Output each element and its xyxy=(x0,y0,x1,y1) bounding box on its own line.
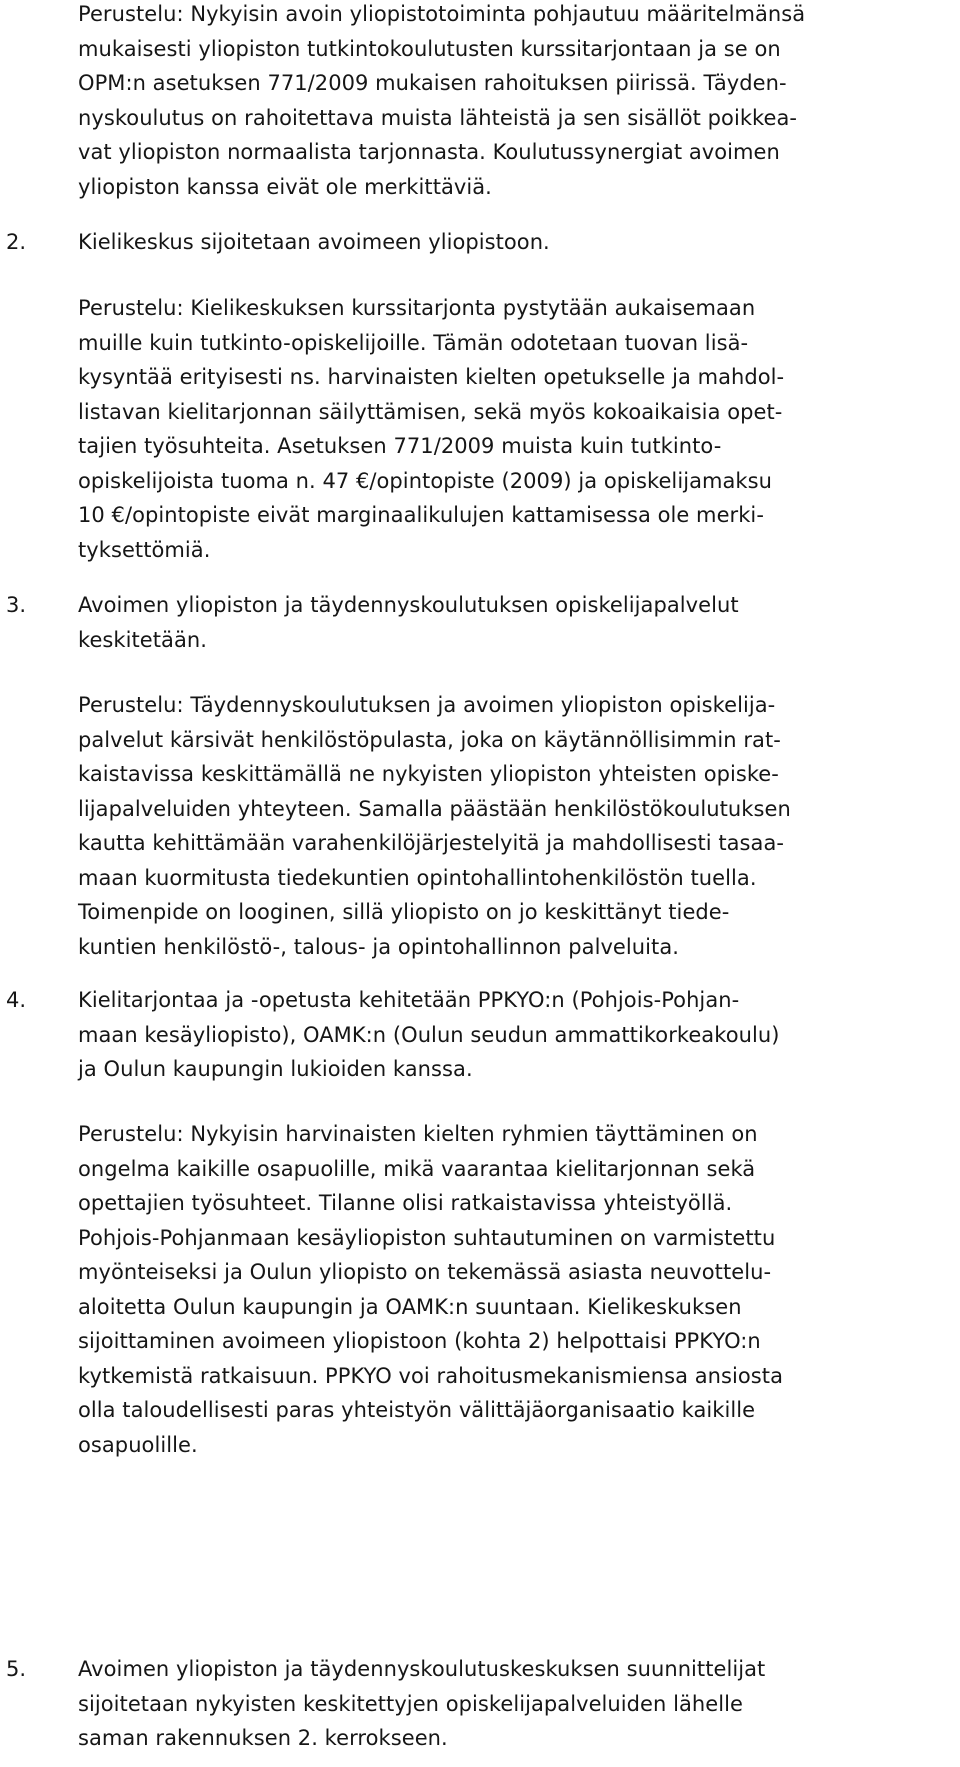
text-line: opettajien työsuhteet. Tilanne olisi ratkaistavissa yhteistyöllä. xyxy=(78,1191,733,1215)
text-line: saman rakennuksen 2. kerrokseen. xyxy=(78,1726,448,1750)
text-line: sijoitetaan nykyisten keskitettyjen opiskelijapalveluiden lähelle xyxy=(78,1691,743,1716)
text-line: Avoimen yliopiston ja täydennyskoulutuskeskuksen suunnittelijat xyxy=(78,1657,766,1681)
numbered-item-4 xyxy=(78,983,779,1087)
text-line: lijapalveluiden yhteyteen. Samalla päästään henkilöstökoulutuksen xyxy=(78,796,791,821)
text-line: OPM:n asetuksen 771/2009 mukaisen rahoituksen piirissä. Täyden- xyxy=(78,71,787,95)
rationale-paragraph-1 xyxy=(78,0,805,204)
text-line: Toimenpide on looginen, sillä yliopisto on jo keskittänyt tiede- xyxy=(78,900,730,924)
text-line: Perustelu: Nykyisin harvinaisten kielten ryhmien täyttäminen on xyxy=(78,1122,758,1146)
text-line: maan kesäyliopisto), OAMK:n (Oulun seudun ammattikorkeakoulu) xyxy=(78,1022,780,1047)
text-line: Perustelu: Kielikeskuksen kurssitarjonta pystytään aukaisemaan xyxy=(78,296,756,320)
text-line: ongelma kaikille osapuolille, mikä vaarantaa kielitarjonnan sekä xyxy=(78,1156,756,1181)
numbered-item-5 xyxy=(78,1652,765,1756)
text-line: osapuolille. xyxy=(78,1432,198,1457)
text-line: myönteiseksi ja Oulun yliopisto on tekemässä asiasta neuvottelu- xyxy=(78,1260,772,1284)
text-line: tajien työsuhteita. Asetuksen 771/2009 muista kuin tutkinto- xyxy=(78,434,722,458)
text-line: mukaisesti yliopiston tutkintokoulutusten kurssitarjontaan ja se on xyxy=(78,36,781,61)
text-line: maan kuormitusta tiedekuntien opintohallintohenkilöstön tuella. xyxy=(78,865,757,890)
text-line: sijoittaminen avoimeen yliopistoon (kohta 2) helpottaisi PPKYO:n xyxy=(78,1329,761,1353)
text-line: tyksettömiä. xyxy=(78,537,211,562)
numbered-item-3 xyxy=(78,588,739,657)
rationale-paragraph-3 xyxy=(78,688,791,964)
text-line: keskitetään. xyxy=(78,627,207,652)
rationale-paragraph-4 xyxy=(78,1117,783,1462)
text-line: kuntien henkilöstö-, talous- ja opintohallinnon palveluita. xyxy=(78,934,679,959)
text-line: kysyntää erityisesti ns. harvinaisten kielten opetukselle ja mahdol- xyxy=(78,365,785,389)
text-line: muille kuin tutkinto-opiskelijoille. Tämän odotetaan tuovan lisä- xyxy=(78,330,749,355)
text-line: kautta kehittämään varahenkilöjärjestelyitä ja mahdollisesti tasaa- xyxy=(78,831,784,855)
text-line: Avoimen yliopiston ja täydennyskoulutuksen opiskelijapalvelut xyxy=(78,593,739,617)
text-line: ja Oulun kaupungin lukioiden kanssa. xyxy=(78,1057,473,1081)
item-number-2: 2. xyxy=(6,230,27,254)
text-line: Pohjois-Pohjanmaan kesäyliopiston suhtautuminen on varmistettu xyxy=(78,1225,776,1250)
text-line: opiskelijoista tuoma n. 47 €/opintopiste (2009) ja opiskelijamaksu xyxy=(78,468,772,493)
text-line: 10 €/opintopiste eivät marginaalikulujen kattamisessa ole merki- xyxy=(78,503,764,527)
item-number-3: 3. xyxy=(6,593,27,617)
text-line: kaistavissa keskittämällä ne nykyisten yliopiston yhteisten opiske- xyxy=(78,762,779,786)
text-line: kytkemistä ratkaisuun. PPKYO voi rahoitusmekanismiensa ansiosta xyxy=(78,1363,783,1388)
text-line: Perustelu: Nykyisin avoin yliopistotoiminta pohjautuu määritelmänsä xyxy=(78,2,806,26)
text-line: olla taloudellisesti paras yhteistyön välittäjäorganisaatio kaikille xyxy=(78,1398,756,1422)
text-line: nyskoulutus on rahoitettava muista lähteistä ja sen sisällöt poikkea- xyxy=(78,105,798,130)
rationale-paragraph-2 xyxy=(78,291,784,567)
text-line: palvelut kärsivät henkilöstöpulasta, joka on käytännöllisimmin rat- xyxy=(78,727,781,752)
text-line: listavan kielitarjonnan säilyttämisen, sekä myös kokoaikaisia opet- xyxy=(78,399,783,424)
text-line: aloitetta Oulun kaupungin ja OAMK:n suuntaan. Kielikeskuksen xyxy=(78,1294,742,1319)
text-line: yliopiston kanssa eivät ole merkittäviä. xyxy=(78,174,492,199)
text-line: vat yliopiston normaalista tarjonnasta. Koulutussynergiat avoimen xyxy=(78,140,780,164)
numbered-item-2 xyxy=(78,225,550,260)
item-number-5: 5. xyxy=(6,1657,27,1681)
text-line: Kielikeskus sijoitetaan avoimeen yliopistoon. xyxy=(78,230,550,254)
text-line: Perustelu: Täydennyskoulutuksen ja avoimen yliopiston opiskelija- xyxy=(78,693,776,717)
text-line: Kielitarjontaa ja -opetusta kehitetään PPKYO:n (Pohjois-Pohjan- xyxy=(78,988,740,1012)
item-number-4: 4. xyxy=(6,988,27,1012)
